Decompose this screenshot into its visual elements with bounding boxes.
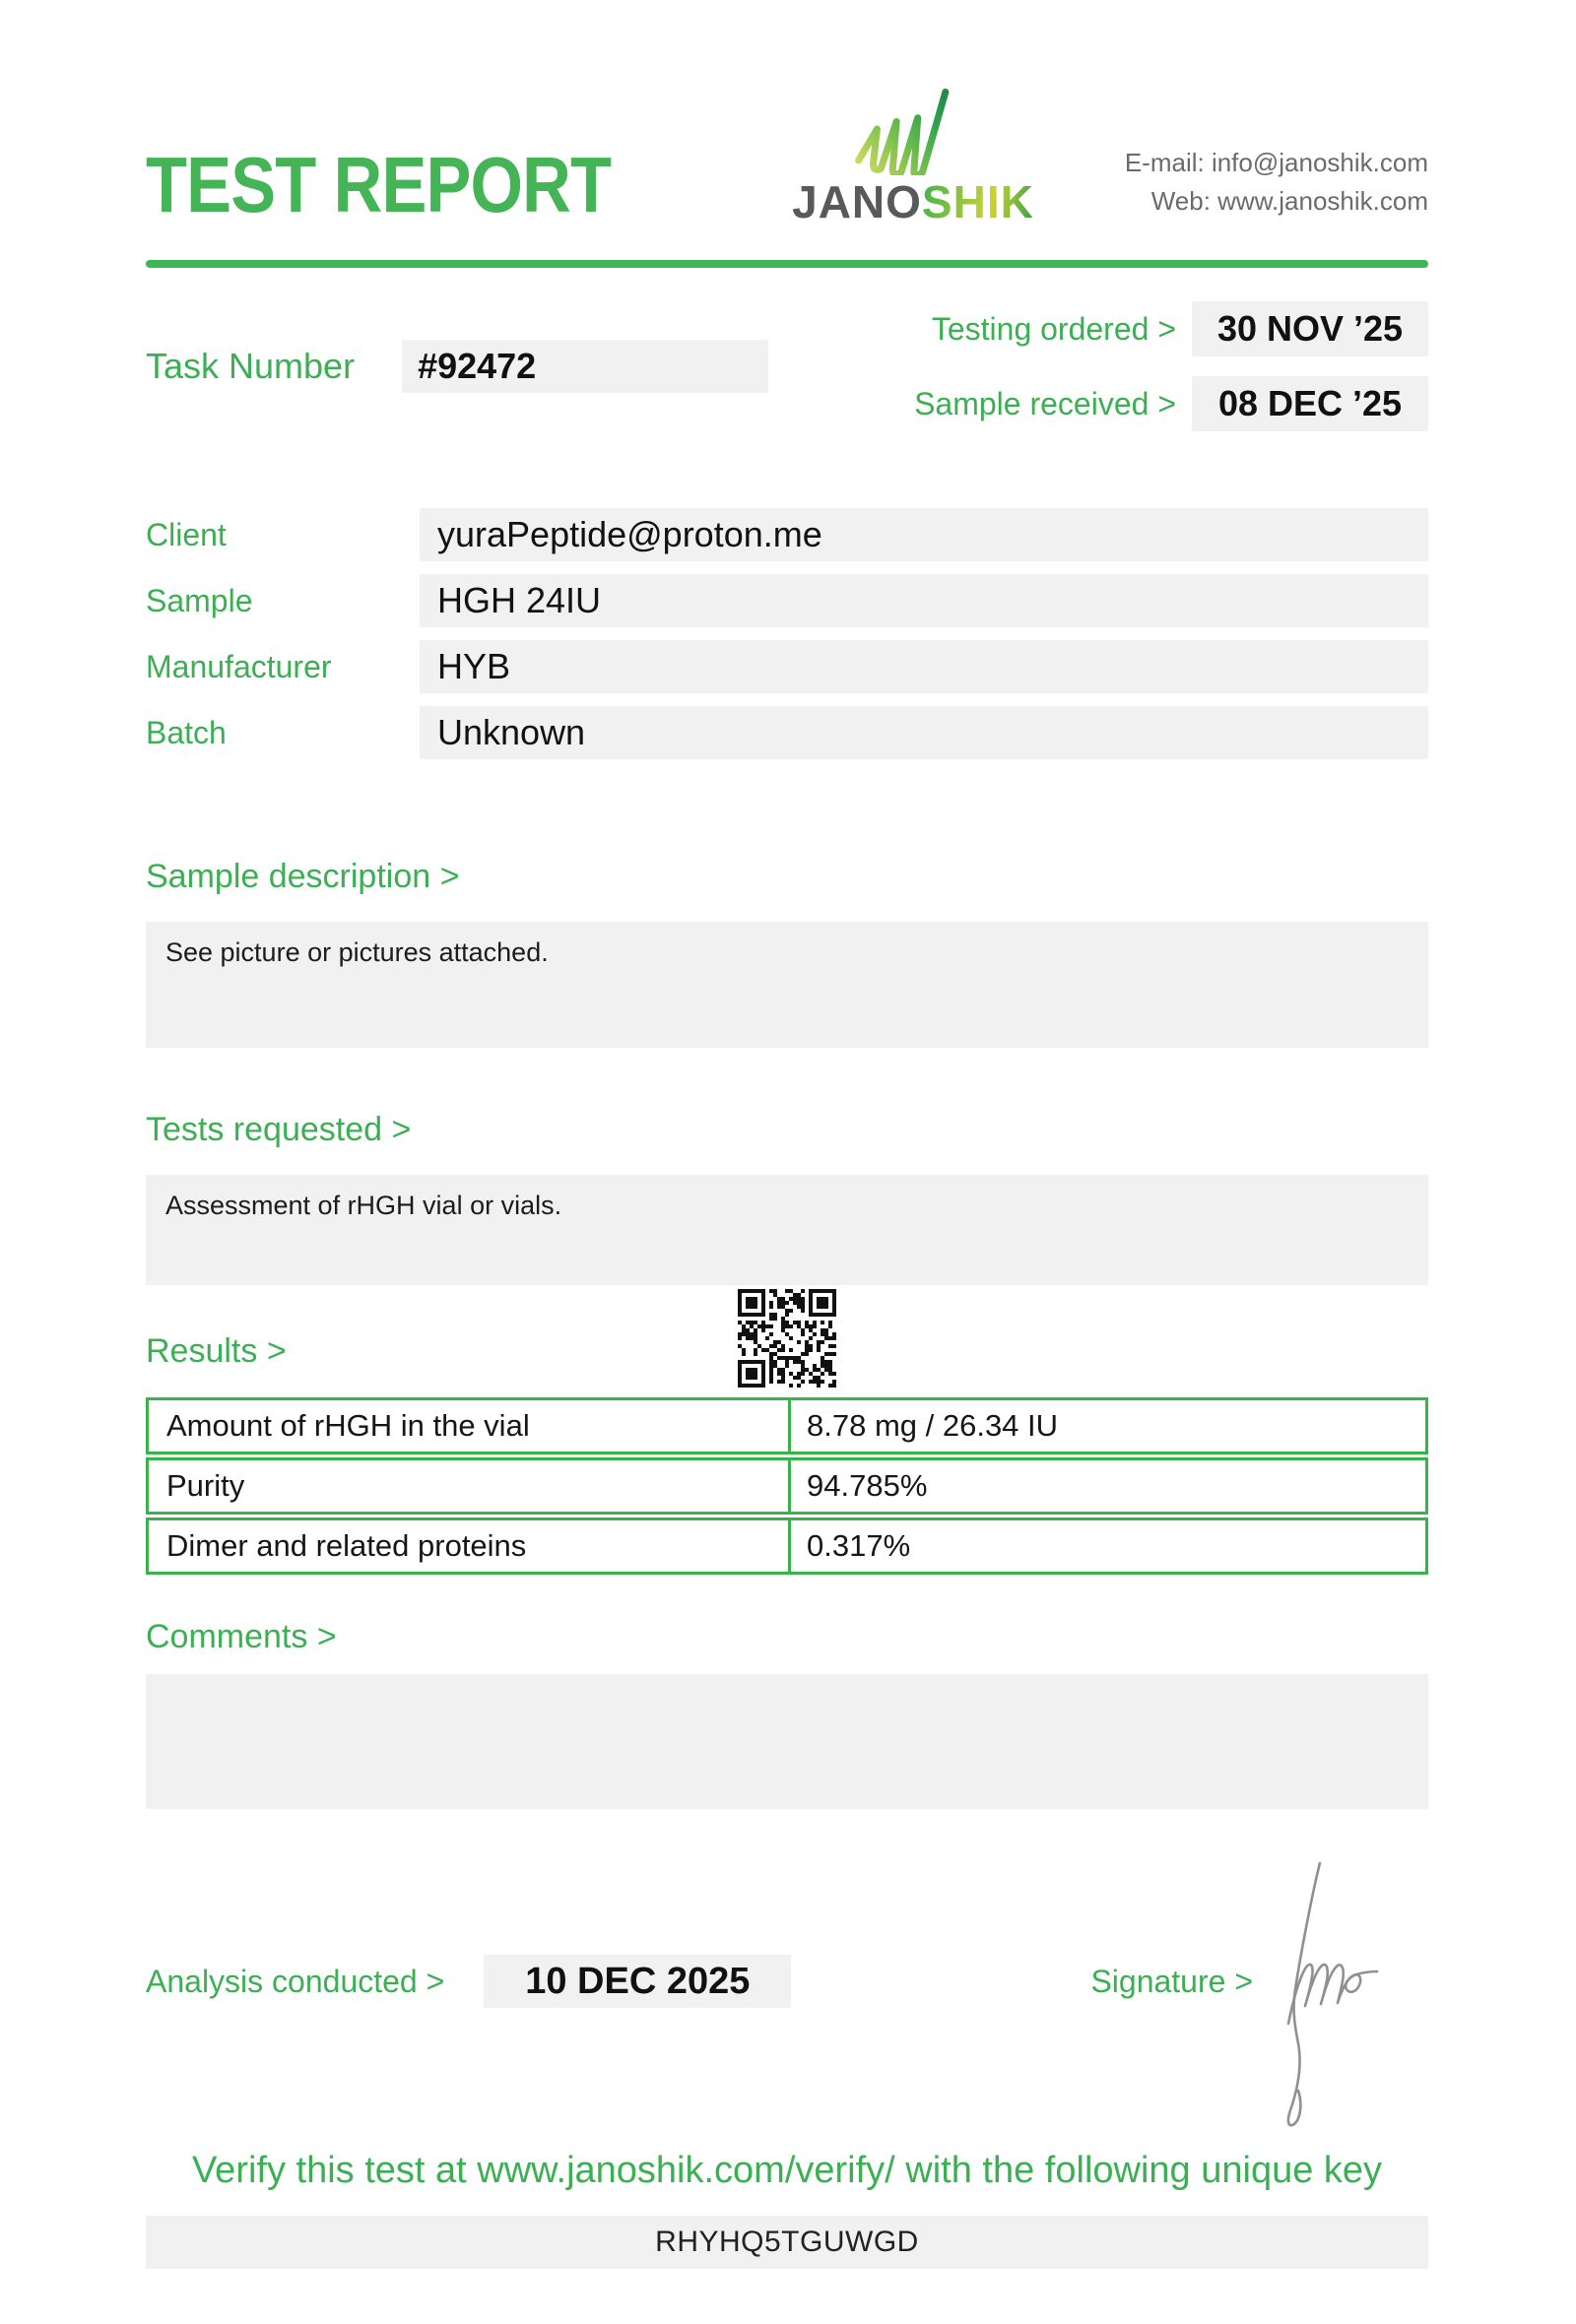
task-section xyxy=(146,301,1428,431)
email-label: E-mail: info@janoshik.com xyxy=(1124,148,1428,177)
table-row xyxy=(146,1517,1428,1575)
testing-ordered-value: 30 NOV ’25 xyxy=(1192,301,1428,356)
sample-description-text: See picture or pictures attached. xyxy=(165,937,549,967)
detail-value: Unknown xyxy=(420,706,1428,759)
detail-label: Manufacturer xyxy=(146,648,332,684)
analysis-row xyxy=(146,1955,1428,2008)
verify-key: RHYHQ5TGUWGD xyxy=(146,2216,1428,2269)
detail-value: yuraPeptide@proton.me xyxy=(420,508,1428,561)
result-name: Purity xyxy=(149,1460,791,1512)
task-number-label: Task Number xyxy=(146,346,356,386)
result-value: 94.785% xyxy=(807,1468,928,1503)
result-name: Amount of rHGH in the vial xyxy=(149,1400,791,1452)
page-title: TEST REPORT xyxy=(146,141,612,228)
detail-label: Sample xyxy=(146,582,253,618)
signature-image xyxy=(1271,1856,1389,2137)
comments-heading: Comments > xyxy=(146,1618,337,1655)
table-row xyxy=(146,1397,1428,1454)
logo-wordmark xyxy=(792,176,1034,227)
detail-label: Client xyxy=(146,516,227,552)
sample-received-label: Sample received > xyxy=(914,385,1176,421)
tests-requested-box xyxy=(146,1175,1428,1285)
trend-chart-icon xyxy=(853,83,973,175)
result-value: 8.78 mg / 26.34 IU xyxy=(807,1408,1059,1443)
report-header xyxy=(146,83,1428,228)
detail-label: Batch xyxy=(146,714,227,750)
janoshik-logo xyxy=(792,83,1034,225)
result-value: 0.317% xyxy=(807,1528,911,1563)
detail-row-sample xyxy=(146,574,1428,627)
detail-row-batch xyxy=(146,706,1428,759)
detail-row-client xyxy=(146,508,1428,561)
verify-text: Verify this test at www.janoshik.com/verify/ with the following unique key xyxy=(191,2150,1383,2191)
comments-box xyxy=(146,1674,1428,1809)
sample-received-value: 08 DEC ’25 xyxy=(1192,376,1428,431)
sample-description-box xyxy=(146,922,1428,1048)
logo-text-jano: JANO xyxy=(792,176,922,227)
tests-requested-text: Assessment of rHGH vial or vials. xyxy=(165,1191,562,1220)
header-divider xyxy=(146,260,1428,268)
qr-code xyxy=(738,1289,836,1388)
tests-requested-heading: Tests requested > xyxy=(146,1111,412,1148)
testing-ordered-label: Testing ordered > xyxy=(931,310,1176,347)
result-name: Dimer and related proteins xyxy=(149,1520,791,1572)
analysis-date-value: 10 DEC 2025 xyxy=(484,1955,791,2008)
contact-block xyxy=(1125,144,1428,225)
results-heading: Results > xyxy=(146,1332,287,1370)
signature-label: Signature > xyxy=(1090,1963,1253,1999)
sample-description-heading: Sample description > xyxy=(146,858,460,895)
analysis-conducted-label: Analysis conducted > xyxy=(146,1963,445,1999)
results-section xyxy=(146,1289,1428,1575)
task-number-value: #92472 xyxy=(402,340,768,393)
table-row xyxy=(146,1457,1428,1515)
logo-text-shik: SHIK xyxy=(921,176,1034,227)
detail-row-manufacturer xyxy=(146,640,1428,693)
detail-value: HYB xyxy=(420,640,1428,693)
detail-value: HGH 24IU xyxy=(420,574,1428,627)
detail-rows xyxy=(146,508,1428,759)
web-label: Web: www.janoshik.com xyxy=(1150,186,1428,216)
